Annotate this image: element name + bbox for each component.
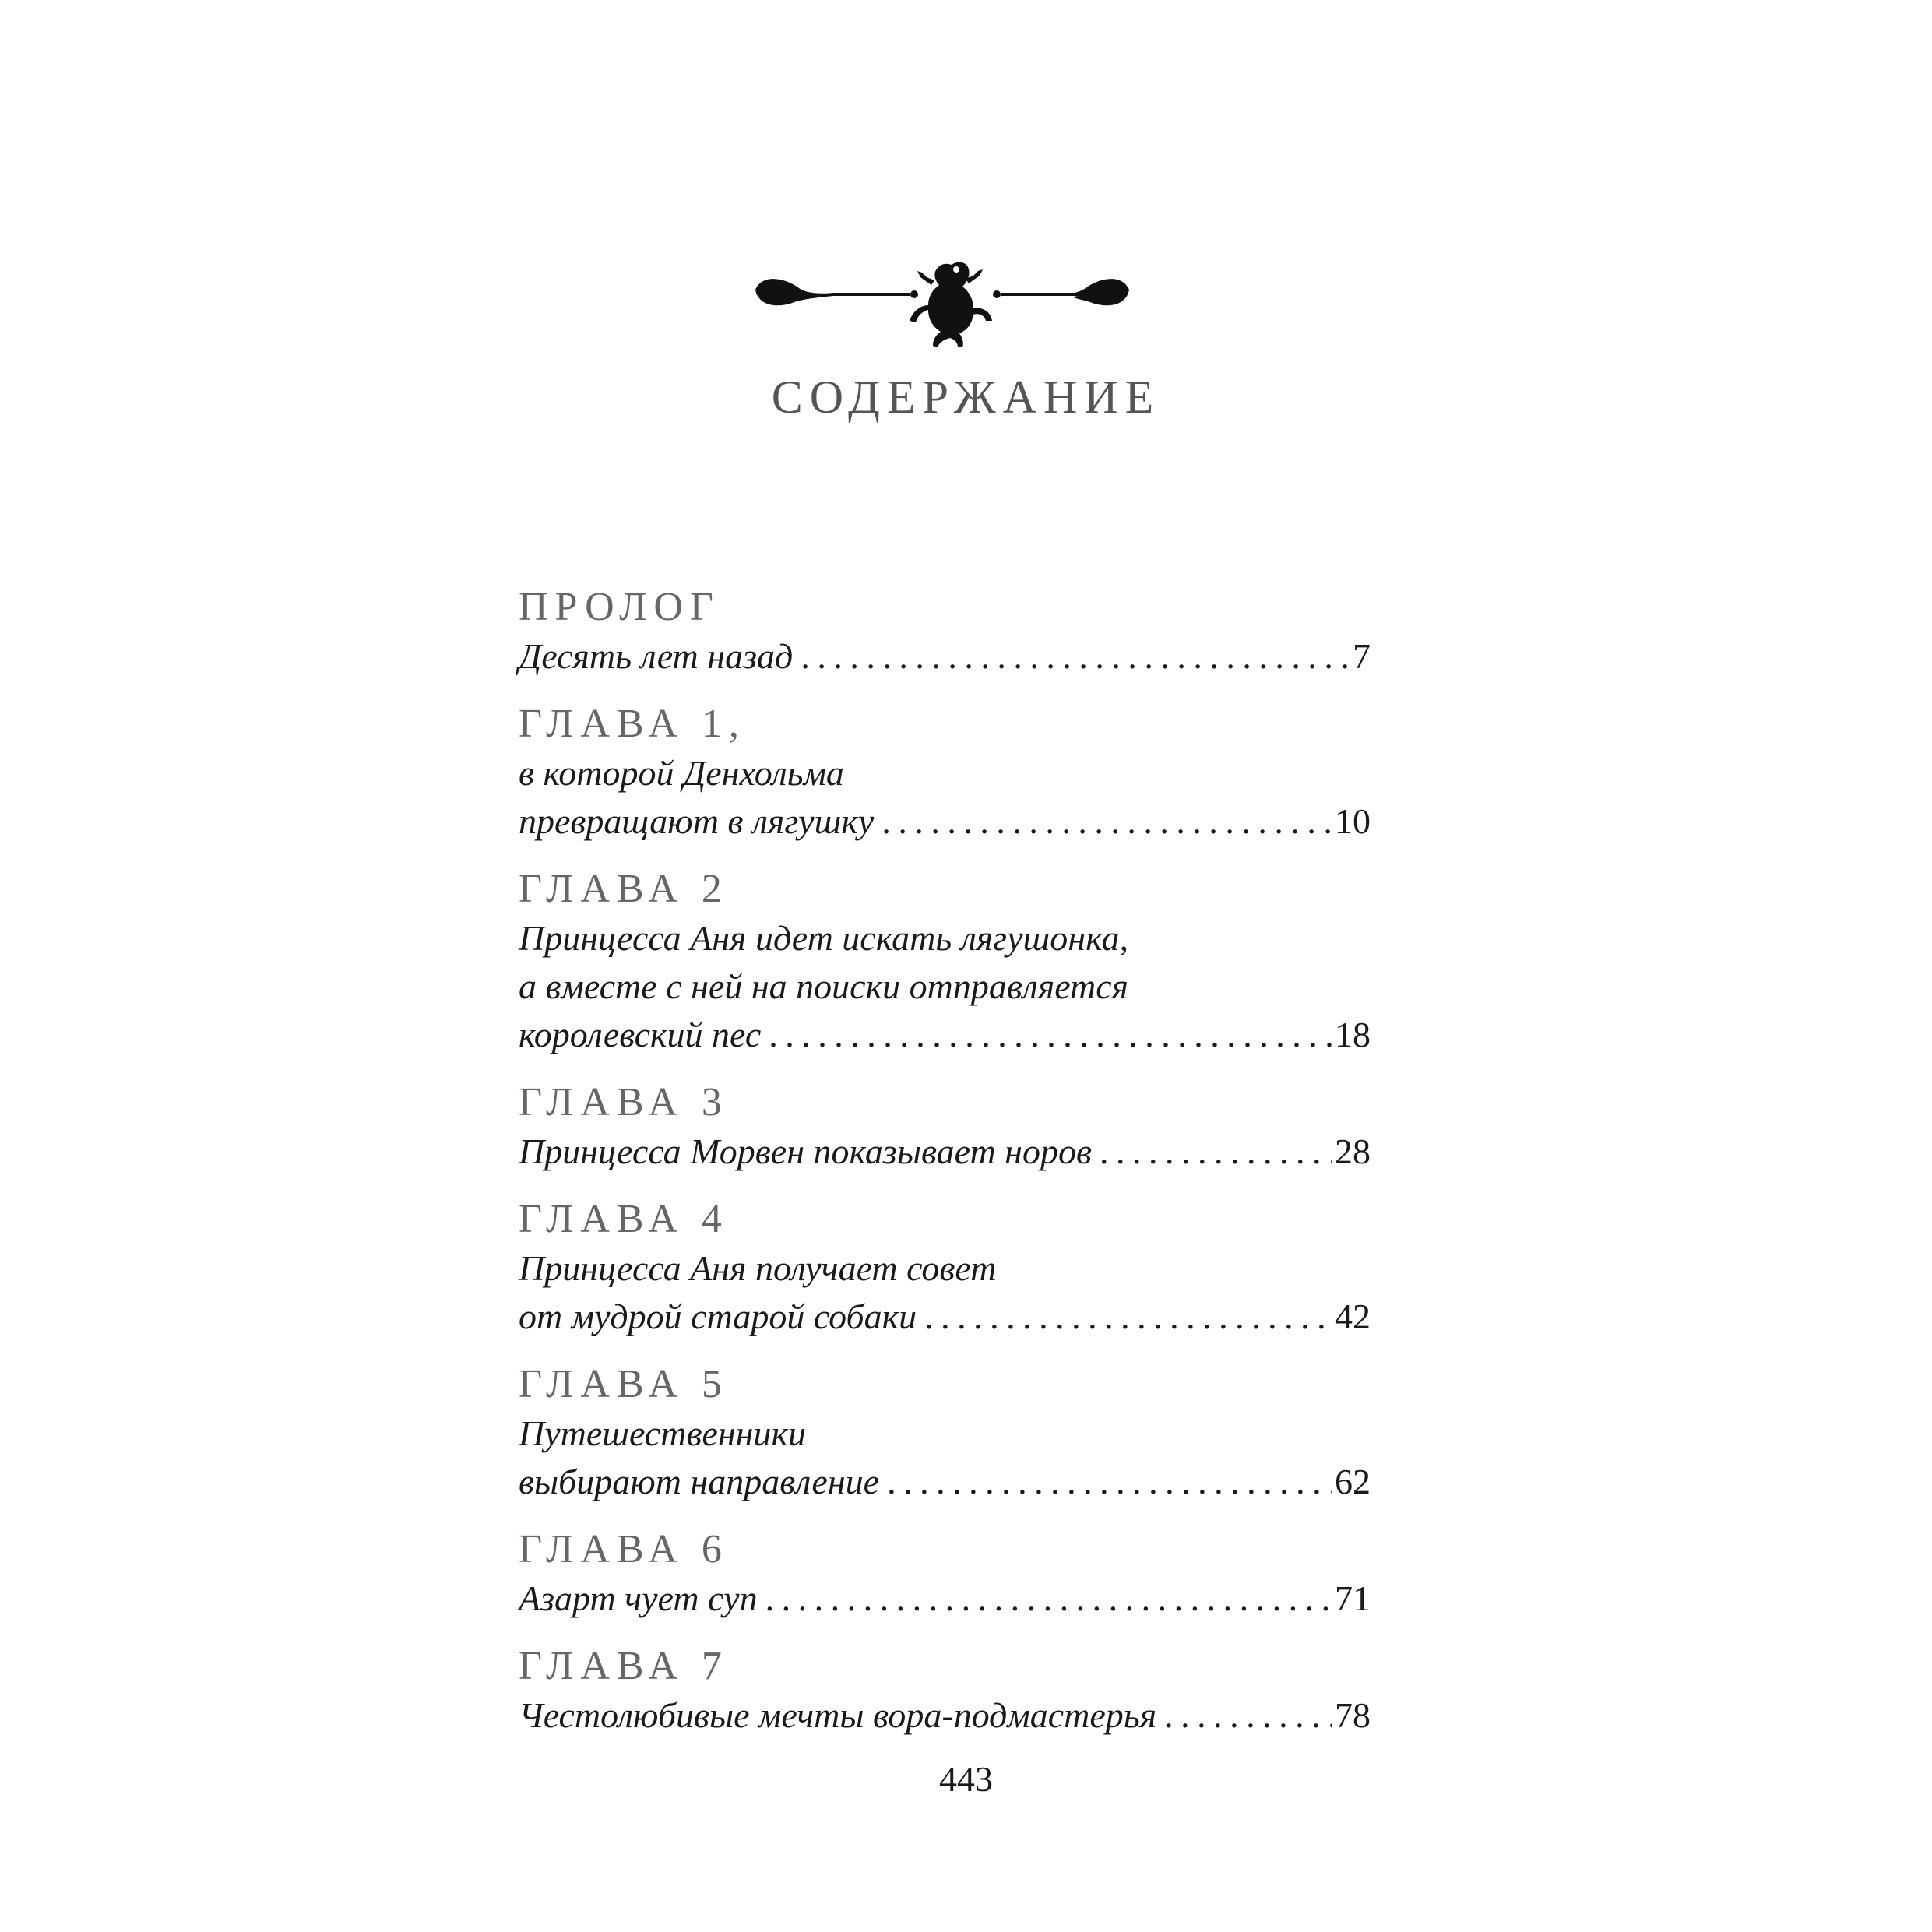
chapter-label: ГЛАВА 7 — [519, 1644, 729, 1688]
dot-leader — [1092, 1128, 1332, 1176]
chapter-title-leader-line — [519, 1011, 1371, 1059]
page-reference: 28 — [1335, 1131, 1371, 1171]
chapter-label: ГЛАВА 1, — [519, 702, 746, 746]
toc-entry — [519, 699, 1371, 846]
toc-title: СОДЕРЖАНИЕ — [771, 371, 1161, 423]
dot-leader — [1156, 1691, 1332, 1740]
left-leaf-flourish — [755, 279, 918, 305]
chapter-title-line: королевский пес — [519, 1015, 762, 1054]
toc-entry — [519, 1525, 1371, 1623]
chapter-title-line: в которой Денхольма — [519, 753, 844, 793]
chapter-title-line: Принцесса Аня идет искать лягушонка, — [519, 918, 1128, 958]
page-reference: 7 — [1353, 636, 1371, 676]
chapter-label: ГЛАВА 3 — [519, 1080, 729, 1124]
toc-entry — [519, 582, 1371, 681]
frog-ornament — [748, 234, 1137, 358]
page-reference: 18 — [1335, 1015, 1371, 1054]
page-reference: 42 — [1335, 1297, 1371, 1336]
chapter-title-leader-line — [519, 632, 1371, 681]
page-reference: 62 — [1335, 1462, 1371, 1501]
toc-entry — [519, 1195, 1371, 1341]
chapter-title-line: а вместе с ней на поиски отправляется — [519, 966, 1129, 1006]
chapter-title-leader-line — [519, 1458, 1371, 1506]
dot-leader — [874, 797, 1332, 846]
chapter-title-leader-line — [519, 797, 1371, 846]
frog-icon — [910, 262, 992, 347]
chapter-title-line: Путешественники — [519, 1413, 806, 1453]
page-reference: 71 — [1335, 1578, 1371, 1618]
toc-entry — [519, 1360, 1371, 1506]
chapter-title-leader-line — [519, 1691, 1371, 1740]
chapter-title-line: Принцесса Аня получает совет — [519, 1248, 997, 1288]
chapter-title-line: Честолюбивые мечты вора-подмастерья — [519, 1695, 1157, 1735]
chapter-title-line: Десять лет назад — [519, 636, 794, 676]
chapter-label: ГЛАВА 4 — [519, 1197, 729, 1241]
dot-leader — [917, 1293, 1332, 1341]
chapter-title-leader-line — [519, 1128, 1371, 1176]
chapter-title-line: от мудрой старой собаки — [519, 1297, 917, 1336]
chapter-label: ГЛАВА 6 — [519, 1527, 729, 1571]
dot-leader — [758, 1575, 1332, 1623]
chapter-label: ПРОЛОГ — [519, 585, 720, 629]
dot-leader — [761, 1011, 1332, 1059]
right-leaf-flourish — [993, 279, 1129, 305]
chapter-label: ГЛАВА 2 — [519, 867, 729, 911]
dot-leader — [793, 632, 1350, 681]
toc-entry — [519, 1642, 1371, 1740]
chapter-label: ГЛАВА 5 — [519, 1362, 729, 1406]
chapter-title-leader-line — [519, 1575, 1371, 1623]
chapter-title-line: превращают в лягушку — [519, 801, 875, 841]
toc-entry — [519, 1078, 1371, 1176]
chapter-title-line: Азарт чует суп — [519, 1578, 758, 1618]
chapter-title-line: выбирают направление — [519, 1462, 880, 1501]
page-reference: 10 — [1335, 801, 1371, 841]
table-of-contents — [519, 582, 1371, 1758]
chapter-title-line: Принцесса Морвен показывает норов — [519, 1131, 1092, 1171]
dot-leader — [879, 1458, 1332, 1506]
toc-entry — [519, 864, 1371, 1059]
page-reference: 78 — [1335, 1695, 1371, 1735]
page-number: 443 — [939, 1759, 993, 1799]
chapter-title-leader-line — [519, 1293, 1371, 1341]
